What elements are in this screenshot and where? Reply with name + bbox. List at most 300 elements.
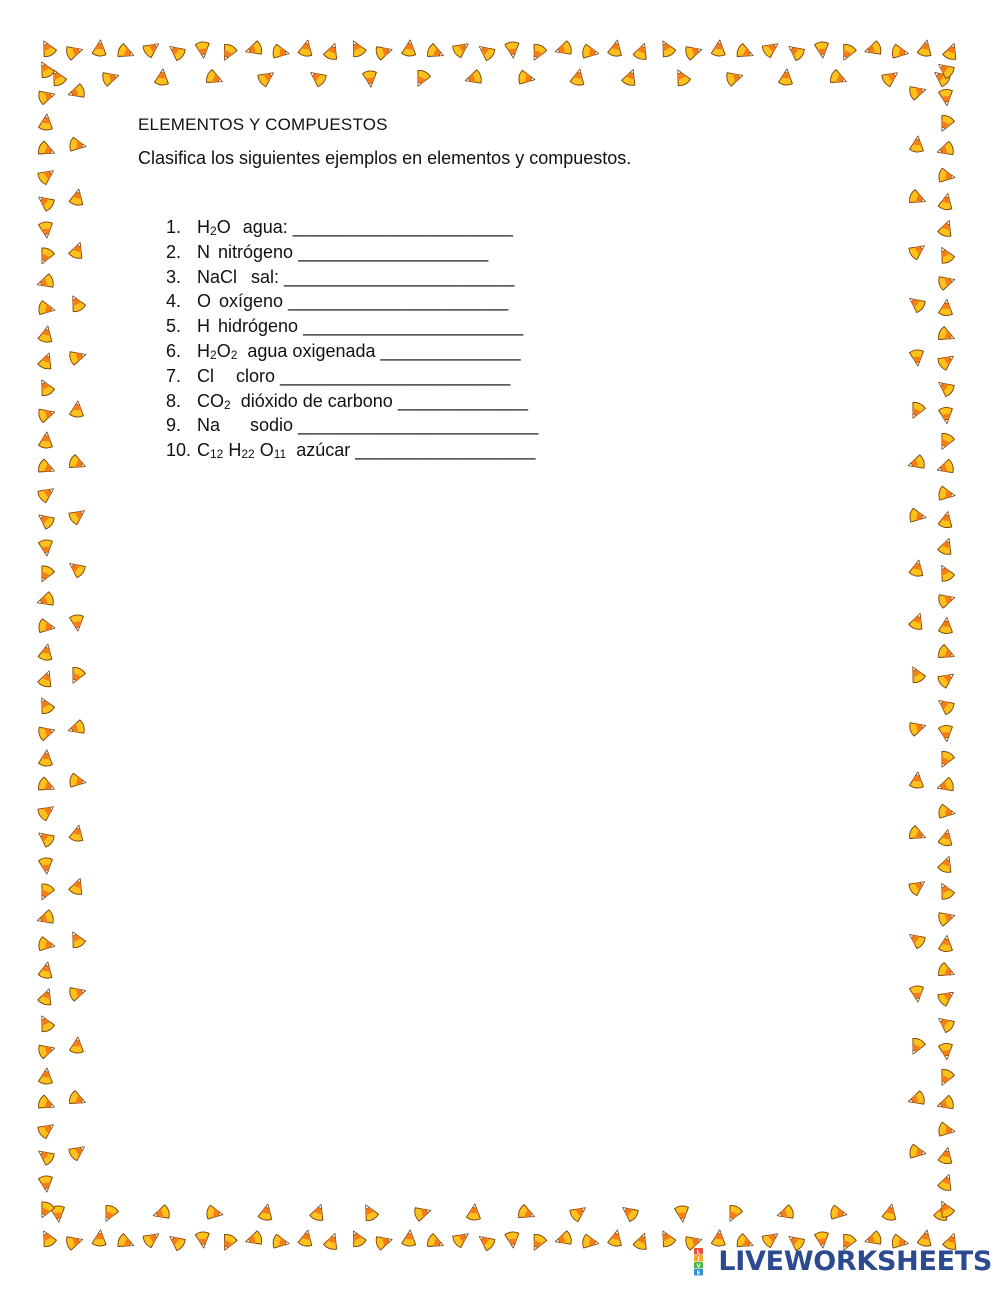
chemical-formula xyxy=(197,438,286,463)
candy-corn-icon xyxy=(151,1204,170,1222)
substance-name: dióxido de carbono xyxy=(240,390,393,411)
candy-corn-icon xyxy=(814,41,830,58)
candy-corn-icon xyxy=(375,43,394,61)
chemical-formula xyxy=(197,240,210,265)
candy-corn-icon xyxy=(68,454,88,473)
item-number: 4. xyxy=(166,291,182,312)
candy-corn-icon xyxy=(38,113,54,130)
candy-corn-icon xyxy=(936,750,956,771)
exercise-item xyxy=(166,389,838,414)
worksheet xyxy=(138,115,838,463)
answer-blank[interactable]: _______________________ xyxy=(280,365,511,386)
formula-symbol: H xyxy=(223,440,242,461)
chemical-formula xyxy=(197,314,210,339)
candy-corn-icon xyxy=(154,68,170,85)
candy-corn-icon xyxy=(711,1229,727,1246)
candy-corn-icon xyxy=(36,564,56,585)
candy-corn-icon xyxy=(68,240,87,260)
candy-corn-icon xyxy=(528,1233,548,1254)
chemical-formula xyxy=(197,413,220,438)
candy-corn-icon xyxy=(35,191,56,212)
candy-corn-icon xyxy=(100,1204,120,1225)
candy-corn-icon xyxy=(36,59,56,80)
formula-symbol: O xyxy=(216,340,231,361)
candy-corn-icon xyxy=(938,828,955,847)
answer-blank[interactable]: __________________ xyxy=(355,440,536,461)
chemical-formula xyxy=(197,289,211,314)
candy-corn-icon xyxy=(463,69,482,87)
candy-corn-icon xyxy=(38,749,54,766)
candy-corn-icon xyxy=(69,824,86,843)
candy-corn-icon xyxy=(451,38,472,59)
candy-corn-icon xyxy=(657,1228,677,1249)
candy-corn-icon xyxy=(936,1068,956,1089)
candy-corn-icon xyxy=(69,1036,85,1053)
candy-corn-icon xyxy=(36,483,57,504)
candy-corn-icon xyxy=(935,777,954,795)
candy-corn-icon xyxy=(632,1231,651,1251)
candy-corn-icon xyxy=(66,719,85,737)
candy-corn-icon xyxy=(935,695,956,716)
candy-corn-icon xyxy=(38,961,55,980)
candy-corn-icon xyxy=(909,985,925,1002)
candy-corn-icon xyxy=(36,377,56,398)
candy-corn-icon xyxy=(909,771,925,788)
candy-corn-icon xyxy=(38,936,56,953)
candy-corn-icon xyxy=(38,618,56,635)
candy-corn-icon xyxy=(116,43,136,62)
candy-corn-icon xyxy=(69,773,87,790)
exercise-item xyxy=(166,289,838,314)
exercise-item xyxy=(166,364,838,389)
candy-corn-icon xyxy=(298,1229,315,1248)
candy-corn-icon xyxy=(908,611,927,631)
candy-corn-icon xyxy=(347,38,367,59)
candy-corn-icon xyxy=(35,273,54,291)
candy-corn-icon xyxy=(116,1233,136,1252)
candy-corn-icon xyxy=(37,458,57,477)
candy-corn-icon xyxy=(936,562,956,583)
formula-subscript: 2 xyxy=(210,347,217,362)
candy-corn-icon xyxy=(907,240,928,261)
candy-corn-icon xyxy=(37,776,57,795)
candy-corn-icon xyxy=(936,880,956,901)
candy-corn-icon xyxy=(937,854,956,874)
candy-corn-icon xyxy=(938,299,954,316)
candy-corn-icon xyxy=(880,67,901,88)
logo-letter: I xyxy=(697,1255,700,1262)
candy-corn-icon xyxy=(937,273,956,291)
candy-corn-icon xyxy=(908,825,928,844)
candy-corn-icon xyxy=(38,325,55,344)
candy-corn-icon xyxy=(936,669,957,690)
logo-letter: V xyxy=(696,1262,701,1269)
item-number: 10. xyxy=(166,440,192,461)
candy-corn-icon xyxy=(272,1234,290,1251)
substance-name: agua: xyxy=(242,217,288,237)
candy-corn-icon xyxy=(37,87,56,105)
candy-corn-icon xyxy=(38,1067,54,1084)
candy-corn-icon xyxy=(672,67,692,88)
answer-blank[interactable]: ______________________ xyxy=(303,316,524,337)
candy-corn-icon xyxy=(907,1037,927,1058)
chemical-formula xyxy=(197,364,214,389)
candy-corn-icon xyxy=(582,44,600,61)
candy-corn-icon xyxy=(908,189,928,208)
formula-subscript: 12 xyxy=(210,447,224,462)
candy-corn-icon xyxy=(906,454,925,472)
exercise-item xyxy=(166,215,838,240)
candy-corn-icon xyxy=(938,617,954,634)
candy-corn-icon xyxy=(35,827,56,848)
candy-corn-icon xyxy=(69,614,85,631)
formula-symbol: H xyxy=(197,217,210,237)
candy-corn-icon xyxy=(936,987,957,1008)
candy-corn-icon xyxy=(674,1205,690,1222)
answer-blank[interactable]: _______________________ xyxy=(284,266,515,287)
candy-corn-icon xyxy=(909,1144,927,1161)
candy-corn-icon xyxy=(205,69,225,88)
answer-blank[interactable]: ___________________ xyxy=(298,241,489,262)
candy-corn-icon xyxy=(65,43,84,61)
candy-corn-icon xyxy=(36,882,56,903)
candy-corn-icon xyxy=(258,1203,275,1222)
worksheet-title: ELEMENTOS Y COMPUESTOS xyxy=(138,115,388,134)
candy-corn-icon xyxy=(938,168,956,185)
candy-corn-icon xyxy=(505,1231,521,1248)
candy-corn-icon xyxy=(92,1229,108,1246)
candy-corn-icon xyxy=(906,929,927,950)
candy-corn-icon xyxy=(272,44,290,61)
candy-corn-icon xyxy=(37,1041,56,1059)
candy-corn-icon xyxy=(937,1172,956,1192)
candy-corn-icon xyxy=(938,510,955,529)
candy-corn-icon xyxy=(65,1233,84,1251)
candy-corn-icon xyxy=(829,69,849,88)
candy-corn-icon xyxy=(936,114,956,135)
candy-corn-icon xyxy=(891,44,909,61)
candy-corn-icon xyxy=(347,1228,367,1249)
candy-corn-icon xyxy=(38,643,55,662)
candy-corn-icon xyxy=(785,41,806,62)
formula-symbol: H xyxy=(197,340,210,361)
answer-blank[interactable]: ________________________ xyxy=(298,415,539,436)
candy-corn-icon xyxy=(942,41,961,61)
candy-corn-icon xyxy=(323,41,342,61)
candy-corn-icon xyxy=(451,1228,472,1249)
candy-corn-icon xyxy=(360,1202,380,1223)
candy-corn-icon xyxy=(909,349,925,366)
brand-text: LIVEWORKSHEETS xyxy=(718,1246,992,1277)
candy-corn-icon xyxy=(69,188,86,207)
candy-corn-icon xyxy=(475,41,496,62)
candy-corn-icon xyxy=(936,244,956,265)
logo-letter: E xyxy=(696,1269,701,1276)
candy-corn-icon xyxy=(711,39,727,56)
answer-blank[interactable]: ______________________ xyxy=(288,291,509,312)
candy-corn-icon xyxy=(938,804,956,821)
candy-corn-icon xyxy=(935,1095,954,1113)
candy-corn-icon xyxy=(938,486,956,503)
candy-corn-icon xyxy=(909,135,925,152)
candy-corn-icon xyxy=(36,246,56,267)
candy-corn-icon xyxy=(38,539,54,556)
item-number: 9. xyxy=(166,415,182,436)
formula-subscript: 22 xyxy=(241,447,255,462)
item-number: 5. xyxy=(166,316,182,337)
candy-corn-icon xyxy=(935,141,954,159)
candy-corn-icon xyxy=(505,41,521,58)
candy-corn-icon xyxy=(36,165,57,186)
candy-corn-icon xyxy=(37,405,56,423)
candy-corn-icon xyxy=(937,644,957,663)
candy-corn-icon xyxy=(607,39,624,58)
candy-corn-icon xyxy=(36,695,56,716)
candy-corn-icon xyxy=(907,401,927,422)
candy-corn-icon xyxy=(67,1141,88,1162)
exercise-item xyxy=(166,314,838,339)
candy-corn-icon xyxy=(66,558,87,579)
candy-corn-icon xyxy=(937,218,956,238)
formula-subscript: 11 xyxy=(273,447,287,462)
logo-letter: L xyxy=(697,1248,701,1255)
candy-corn-icon xyxy=(244,40,263,58)
candy-corn-icon xyxy=(936,432,956,453)
candy-corn-icon xyxy=(908,83,927,101)
candy-corn-icon xyxy=(36,1013,56,1034)
candy-corn-icon xyxy=(937,326,957,345)
chemical-formula xyxy=(197,389,231,414)
formula-subscript: 2 xyxy=(210,224,217,238)
worksheet-instruction: Clasifica los siguientes ejemplos en elementos y compuestos. xyxy=(138,148,632,168)
substance-name: hidrógeno xyxy=(218,316,299,337)
item-number: 8. xyxy=(166,390,182,411)
candy-corn-icon xyxy=(917,1229,934,1248)
candy-corn-icon xyxy=(938,935,954,952)
candy-corn-icon xyxy=(938,407,954,424)
candy-corn-icon xyxy=(35,909,54,927)
formula-symbol: NaCl xyxy=(197,266,238,287)
candy-corn-icon xyxy=(69,137,87,154)
candy-corn-icon xyxy=(725,69,744,87)
exercise-item xyxy=(166,265,838,290)
candy-corn-icon xyxy=(907,664,927,685)
candy-corn-icon xyxy=(67,666,87,687)
candy-corn-icon xyxy=(38,431,54,448)
candy-corn-icon xyxy=(37,140,57,159)
item-number: 2. xyxy=(166,241,182,262)
candy-corn-icon xyxy=(938,89,954,106)
candy-corn-icon xyxy=(101,69,120,87)
formula-symbol: C xyxy=(197,440,210,461)
candy-corn-icon xyxy=(568,1202,589,1223)
candy-corn-icon xyxy=(466,1203,482,1220)
candy-corn-icon xyxy=(37,723,56,741)
candy-corn-icon xyxy=(761,38,782,59)
formula-symbol: N xyxy=(197,241,210,262)
candy-corn-icon xyxy=(362,70,378,87)
candy-corn-icon xyxy=(68,876,87,896)
candy-corn-icon xyxy=(553,1230,572,1248)
candy-corn-icon xyxy=(735,43,755,62)
item-number: 6. xyxy=(166,340,182,361)
candy-corn-icon xyxy=(906,293,927,314)
candy-corn-icon xyxy=(935,1013,956,1034)
candy-corn-icon xyxy=(195,1231,211,1248)
candy-corn-icon xyxy=(775,1204,794,1222)
candy-corn-icon xyxy=(206,1205,224,1222)
candy-corn-icon xyxy=(38,857,54,874)
candy-corn-icon xyxy=(412,69,432,90)
candy-corn-icon xyxy=(298,39,315,58)
candy-corn-icon xyxy=(936,351,957,372)
candy-corn-icon xyxy=(426,43,446,62)
candy-corn-icon xyxy=(323,1231,342,1251)
answer-blank[interactable]: _____________ xyxy=(397,390,528,411)
candy-corn-icon xyxy=(528,43,548,64)
candy-corn-icon xyxy=(375,1233,394,1251)
candy-corn-icon xyxy=(141,1228,162,1249)
item-number: 3. xyxy=(166,266,182,287)
candy-corn-icon xyxy=(309,1202,328,1222)
candy-corn-icon xyxy=(938,1146,955,1165)
candy-corn-icon xyxy=(937,909,956,927)
substance-name: sodio xyxy=(250,415,294,436)
substance-name: azúcar xyxy=(296,440,351,461)
formula-subscript: 2 xyxy=(230,347,238,362)
exercise-item xyxy=(166,413,838,438)
candy-corn-icon xyxy=(830,1205,848,1222)
formula-symbol: H xyxy=(197,316,210,337)
candy-corn-icon xyxy=(141,38,162,59)
candy-corn-icon xyxy=(570,68,587,87)
substance-name: oxígeno xyxy=(219,291,284,312)
candy-corn-icon xyxy=(92,39,108,56)
candy-corn-icon xyxy=(582,1234,600,1251)
candy-corn-icon xyxy=(218,1233,238,1254)
candy-corn-icon xyxy=(37,351,56,371)
chemical-formula xyxy=(197,265,237,290)
candy-corn-icon xyxy=(937,591,956,609)
candy-corn-icon xyxy=(35,1145,56,1166)
candy-corn-icon xyxy=(937,962,957,981)
candy-corn-icon xyxy=(838,43,858,64)
candy-corn-icon xyxy=(166,1231,187,1252)
candy-corn-icon xyxy=(475,1231,496,1252)
candy-corn-icon xyxy=(38,221,54,238)
substance-name: agua oxigenada xyxy=(247,340,376,361)
substance-name: cloro xyxy=(236,365,276,386)
candy-corn-icon xyxy=(607,1229,624,1248)
exercise-item xyxy=(166,240,838,265)
formula-symbol: O xyxy=(216,217,231,237)
candy-corn-icon xyxy=(68,1090,88,1109)
candy-corn-icon xyxy=(67,505,88,526)
exercise-list xyxy=(138,215,838,463)
candy-corn-icon xyxy=(938,1043,954,1060)
candy-corn-icon xyxy=(244,1230,263,1248)
candy-corn-icon xyxy=(937,536,956,556)
formula-symbol: O xyxy=(197,291,212,312)
candy-corn-icon xyxy=(909,508,927,525)
chemical-formula xyxy=(197,339,237,364)
candy-corn-icon xyxy=(37,987,56,1007)
candy-corn-icon xyxy=(413,1204,432,1222)
answer-blank[interactable]: ______________________ xyxy=(292,217,513,237)
candy-corn-icon xyxy=(863,40,882,58)
candy-corn-icon xyxy=(37,1094,57,1113)
candy-corn-icon xyxy=(621,67,640,87)
candy-corn-icon xyxy=(778,68,794,85)
candy-corn-icon xyxy=(166,41,187,62)
item-number: 1. xyxy=(166,217,182,237)
candy-corn-icon xyxy=(906,1090,925,1108)
candy-corn-icon xyxy=(684,43,703,61)
candy-corn-icon xyxy=(256,67,277,88)
candy-corn-icon xyxy=(35,591,54,609)
candy-corn-icon xyxy=(657,38,677,59)
candy-corn-icon xyxy=(909,559,926,578)
candy-corn-icon xyxy=(938,1122,956,1139)
formula-symbol: CO xyxy=(197,390,224,411)
candy-corn-icon xyxy=(38,38,58,59)
candy-corn-icon xyxy=(307,67,328,88)
candy-corn-icon xyxy=(938,725,954,742)
candy-corn-icon xyxy=(882,1203,899,1222)
candy-corn-icon xyxy=(553,40,572,58)
candy-corn-icon xyxy=(907,876,928,897)
chemical-formula xyxy=(197,215,231,240)
candy-corn-icon xyxy=(908,719,927,737)
exercise-item xyxy=(166,339,838,364)
candy-corn-icon xyxy=(517,1204,537,1223)
candy-corn-icon xyxy=(38,1228,58,1249)
answer-blank[interactable]: ______________ xyxy=(380,340,521,361)
candy-corn-icon xyxy=(69,400,85,417)
candy-corn-icon xyxy=(38,300,56,317)
candy-corn-icon xyxy=(402,39,418,56)
candy-corn-icon xyxy=(36,1119,57,1140)
candy-corn-icon xyxy=(724,1204,744,1225)
candy-corn-icon xyxy=(938,192,955,211)
candy-corn-icon xyxy=(68,984,87,1002)
substance-name: nitrógeno xyxy=(218,241,294,262)
candy-corn-icon xyxy=(218,43,238,64)
liveworksheets-brand xyxy=(694,1246,992,1277)
candy-corn-icon xyxy=(935,459,954,477)
item-number: 7. xyxy=(166,365,182,386)
candy-corn-icon xyxy=(518,70,536,87)
formula-subscript: 2 xyxy=(224,397,231,412)
formula-symbol: O xyxy=(254,440,274,461)
candy-corn-icon xyxy=(935,377,956,398)
substance-name: sal: xyxy=(251,266,280,287)
liveworksheets-logo-icon xyxy=(694,1248,714,1276)
candy-corn-icon xyxy=(67,929,87,950)
candy-corn-icon xyxy=(66,83,85,101)
candy-corn-icon xyxy=(402,1229,418,1246)
candy-corn-icon xyxy=(67,293,87,314)
exercise-item xyxy=(166,438,838,463)
formula-symbol: Na xyxy=(197,415,221,436)
candy-corn-icon xyxy=(917,39,934,58)
candy-corn-icon xyxy=(35,509,56,530)
candy-corn-icon xyxy=(195,41,211,58)
candy-corn-icon xyxy=(632,41,651,61)
candy-corn-icon xyxy=(426,1233,446,1252)
candy-corn-icon xyxy=(38,1175,54,1192)
candy-corn-icon xyxy=(68,348,87,366)
